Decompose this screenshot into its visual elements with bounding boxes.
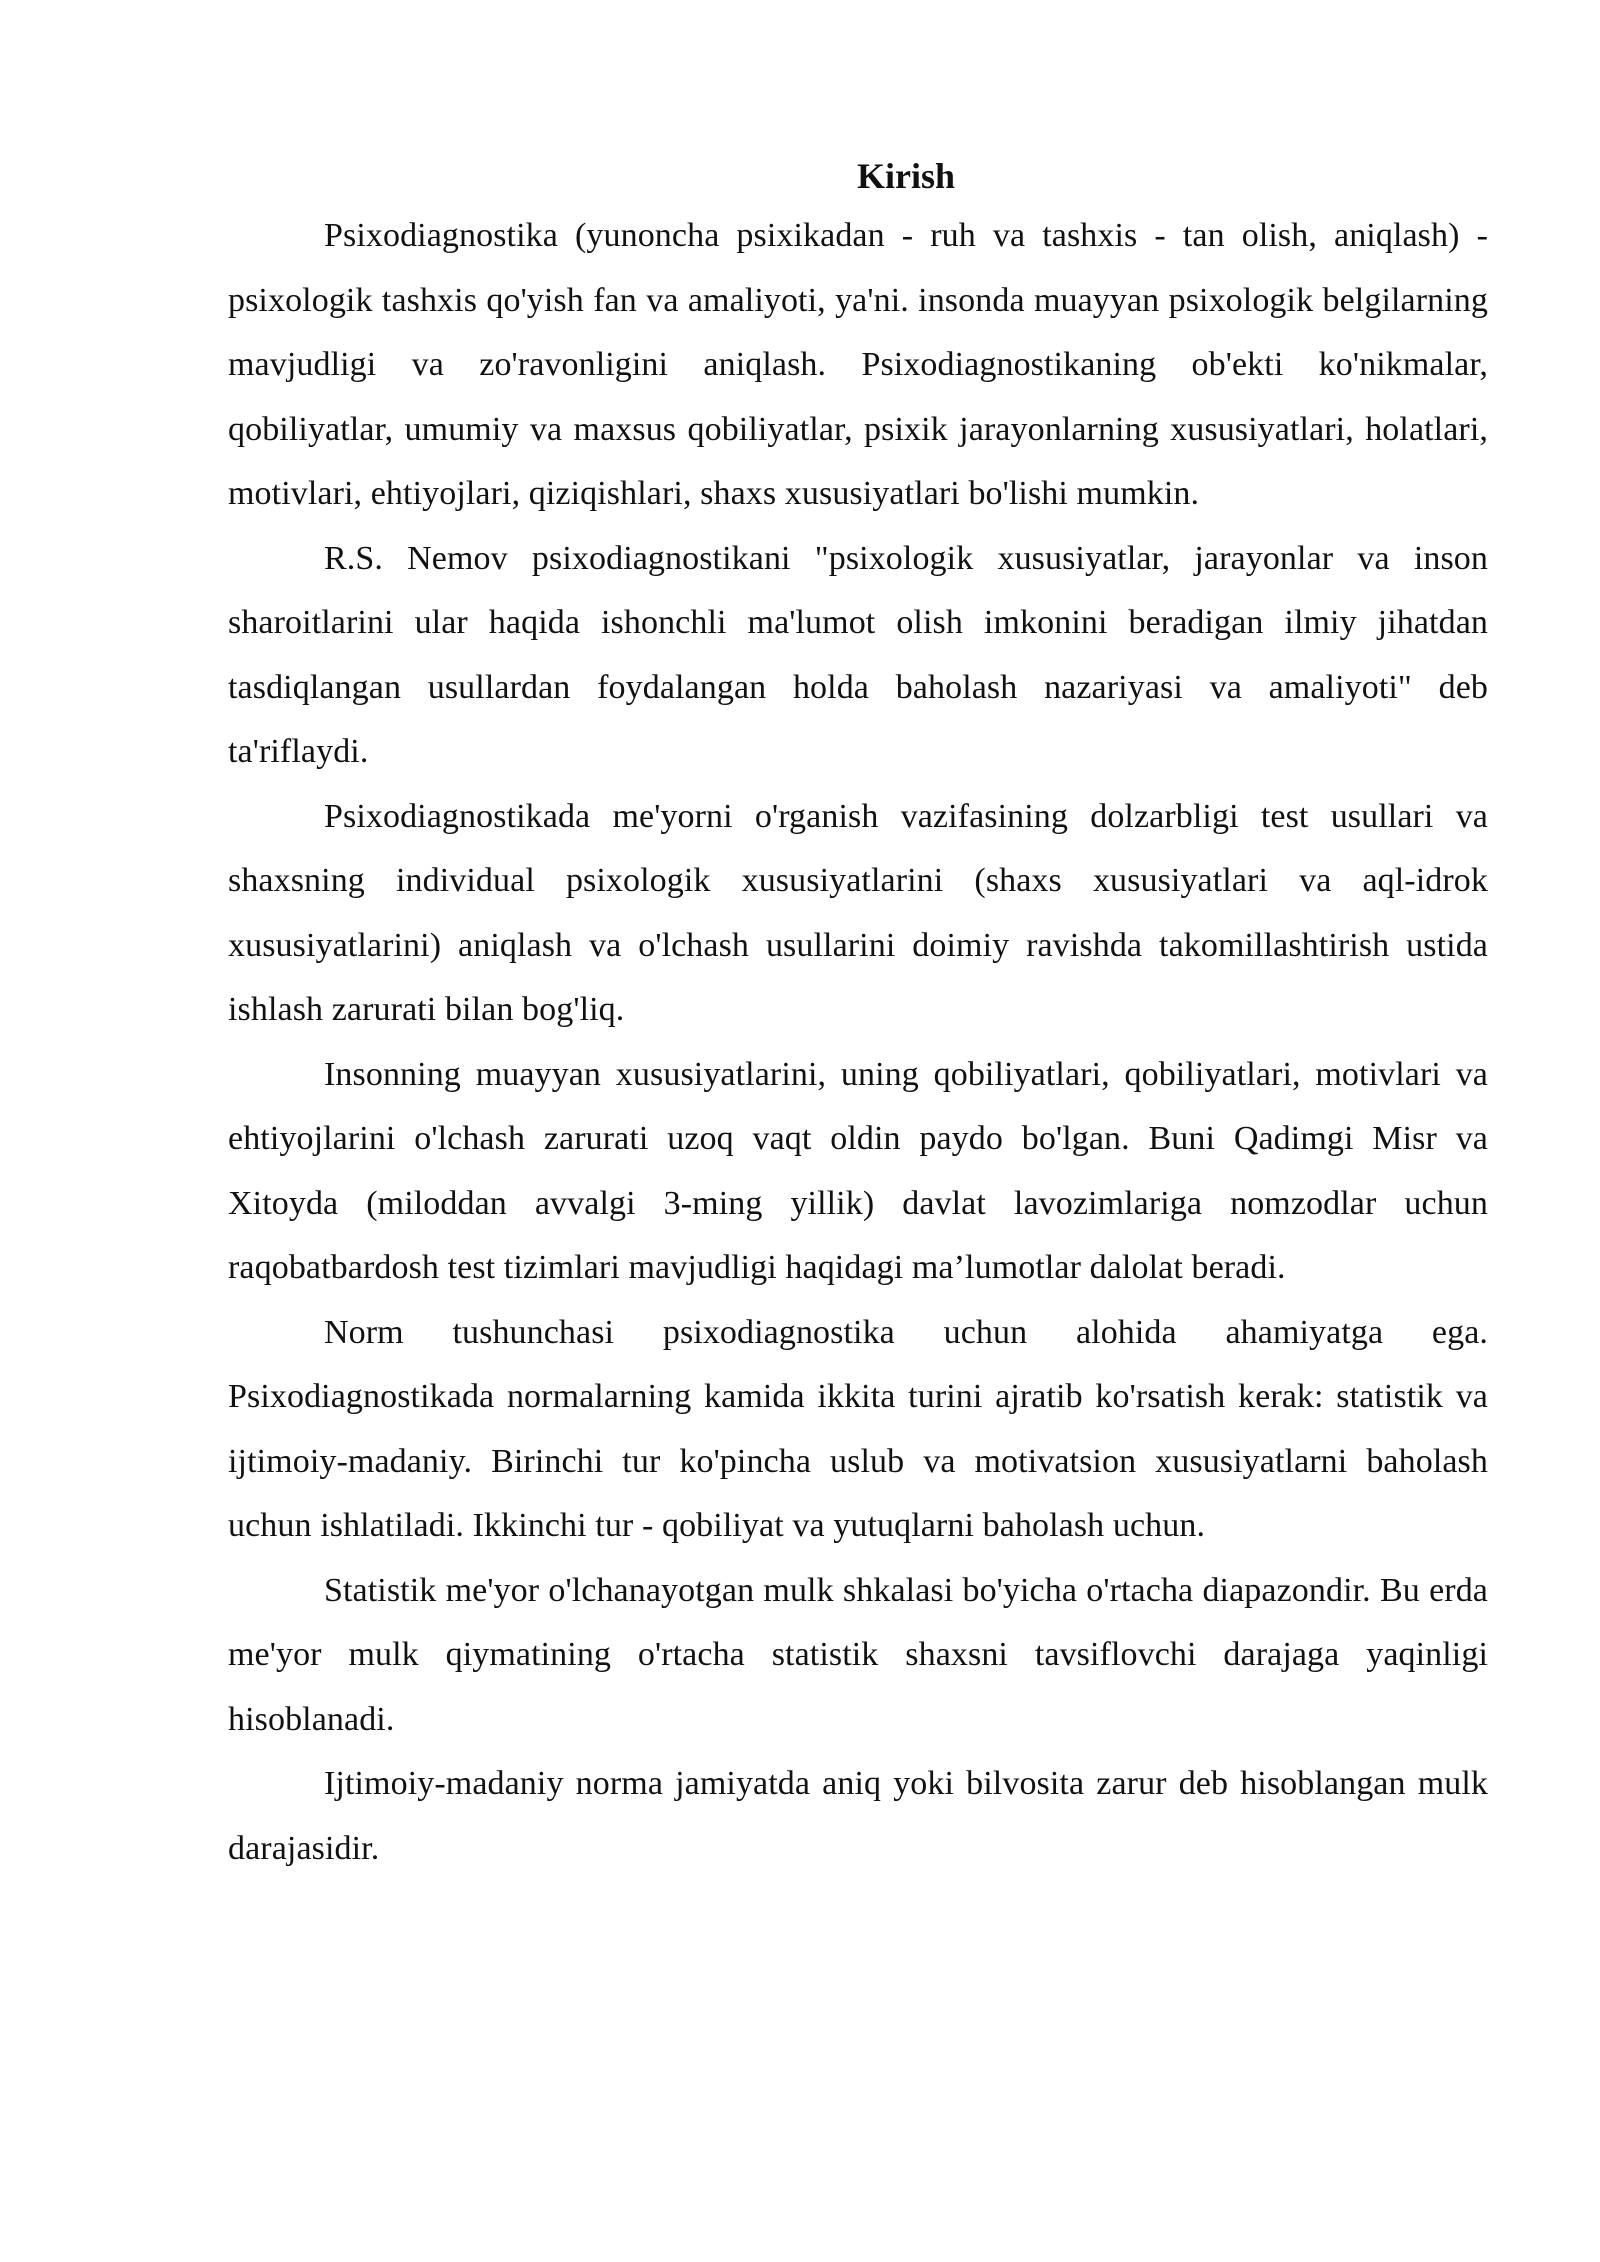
paragraph-2: R.S. Nemov psixodiagnostikani "psixologik xususiyatlar, jarayonlar va inson sharoitlarini ular haqida ishonchli ma'lumot olish imkonini beradigan ilmiy jihatdan tasdiqlangan usullardan foydalangan holda baholash nazariyasi va amaliyoti" deb ta'riflaydi. bbox=[228, 539, 1488, 770]
paragraph-6: Statistik me'yor o'lchanayotgan mulk shkalasi bo'yicha o'rtacha diapazondir. Bu erda me'yor mulk qiymatining o'rtacha statistik shaxsni tavsiflovchi darajaga yaqinligi hisoblanadi. bbox=[228, 1571, 1488, 1738]
document-page bbox=[228, 148, 1488, 1881]
paragraph-5: Norm tushunchasi psixodiagnostika uchun alohida ahamiyatga ega. Psixodiagnostikada normalarning kamida ikkita turini ajratib ko'rsatish kerak: statistik va ijtimoiy-madaniy. Birinchi tur ko'pincha uslub va motivatsion xususiyatlarni baholash uchun ishlatiladi. Ikkinchi tur - qobiliyat va yutuqlarni baholash uchun. bbox=[228, 1313, 1488, 1544]
paragraph-4: Insonning muayyan xususiyatlarini, uning qobiliyatlari, qobiliyatlari, motivlari va ehtiyojlarini o'lchash zarurati uzoq vaqt oldin paydo bo'lgan. Buni Qadimgi Misr va Xitoyda (miloddan avvalgi 3-ming yillik) davlat lavozimlariga nomzodlar uchun raqobatbardosh test tizimlari mavjudligi haqidagi ma’lumotlar dalolat beradi. bbox=[228, 1055, 1488, 1286]
document-title: Kirish bbox=[856, 156, 955, 196]
paragraph-3: Psixodiagnostikada me'yorni o'rganish vazifasining dolzarbligi test usullari va shaxsning individual psixologik xususiyatlarini (shaxs xususiyatlari va aql-idrok xususiyatlarini) aniqlash va o'lchash usullarini doimiy ravishda takomillashtirish ustida ishlash zarurati bilan bog'liq. bbox=[228, 797, 1488, 1028]
paragraph-1: Psixodiagnostika (yunoncha psixikadan - ruh va tashxis - tan olish, aniqlash) - psixologik tashxis qo'yish fan va amaliyoti, ya'ni. insonda muayyan psixologik belgilarning mavjudligi va zo'ravonligini aniqlash. Psixodiagnostikaning ob'ekti ko'nikmalar, qobiliyatlar, umumiy va maxsus qobiliyatlar, psixik jarayonlarning xususiyatlari, holatlari, motivlari, ehtiyojlari, qiziqishlari, shaxs xususiyatlari bo'lishi mumkin. bbox=[228, 217, 1488, 512]
paragraph-7: Ijtimoiy-madaniy norma jamiyatda aniq yoki bilvosita zarur deb hisoblangan mulk darajasidir. bbox=[228, 1765, 1488, 1867]
